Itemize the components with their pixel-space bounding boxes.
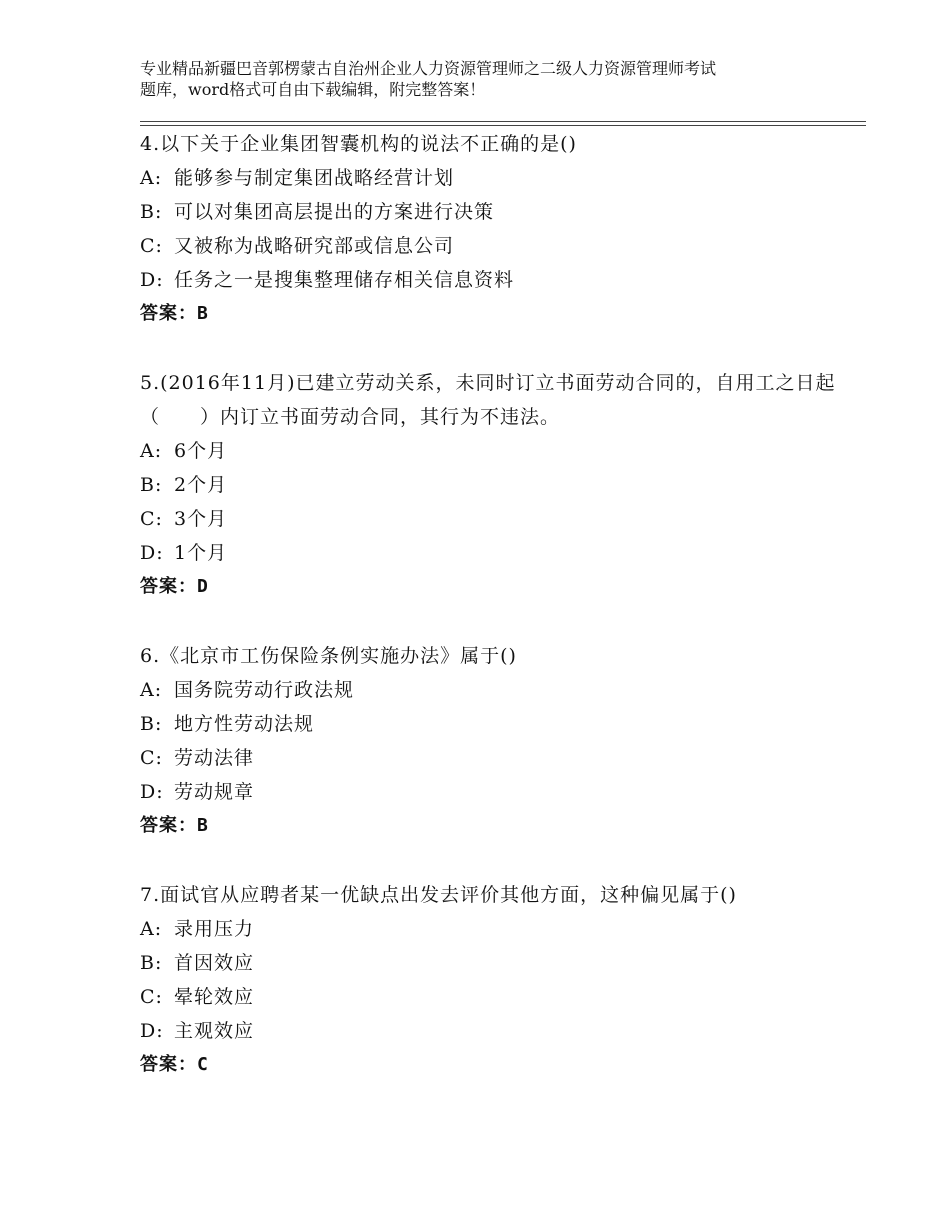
option-letter: A:: [140, 440, 163, 462]
option-letter: D:: [140, 1020, 164, 1042]
question-stem: 5.(2016年11月)已建立劳动关系，未同时订立书面劳动合同的，自用工之日起（ ）内订立书面劳动合同，其行为不违法。: [140, 372, 836, 428]
header-line-1: 专业精品新疆巴音郭楞蒙古自治州企业人力资源管理师之二级人力资源管理师考试: [140, 59, 717, 78]
answer-value: D: [197, 576, 209, 597]
option-c: [140, 229, 840, 263]
option-letter: C:: [140, 508, 163, 530]
question-stem: 6.《北京市工伤保险条例实施办法》属于(): [140, 645, 517, 667]
answer-line: [140, 809, 840, 843]
document-header: [140, 58, 830, 100]
answer-line: [140, 297, 840, 331]
option-letter: C:: [140, 747, 163, 769]
option-text: 地方性劳动法规: [174, 713, 315, 735]
option-letter: C:: [140, 235, 163, 257]
option-text: 能够参与制定集团战略经营计划: [174, 167, 455, 189]
option-letter: A:: [140, 918, 163, 940]
question-stem: 7.面试官从应聘者某一优缺点出发去评价其他方面，这种偏见属于(): [140, 884, 737, 906]
answer-value: C: [197, 1054, 209, 1075]
option-text: 国务院劳动行政法规: [174, 679, 355, 701]
option-letter: B:: [140, 713, 163, 735]
option-d: [140, 536, 840, 570]
option-text: 2个月: [174, 474, 228, 496]
option-d: [140, 1014, 840, 1048]
option-letter: B:: [140, 952, 163, 974]
option-text: 主观效应: [174, 1020, 255, 1042]
question-7: [140, 878, 840, 1082]
option-c: [140, 980, 840, 1014]
option-a: [140, 161, 840, 195]
question-6: [140, 639, 840, 843]
option-text: 可以对集团高层提出的方案进行决策: [174, 201, 495, 223]
answer-line: [140, 1048, 840, 1082]
header-divider-top: [140, 121, 866, 122]
option-letter: B:: [140, 201, 163, 223]
option-text: 又被称为战略研究部或信息公司: [174, 235, 455, 257]
answer-label: 答案：: [140, 815, 197, 836]
question-stem: 4.以下关于企业集团智囊机构的说法不正确的是(): [140, 133, 577, 155]
option-text: 任务之一是搜集整理储存相关信息资料: [174, 269, 515, 291]
option-c: [140, 741, 840, 775]
option-letter: D:: [140, 542, 164, 564]
option-b: [140, 468, 840, 502]
option-text: 劳动规章: [174, 781, 255, 803]
option-letter: D:: [140, 269, 164, 291]
option-letter: B:: [140, 474, 163, 496]
option-a: [140, 673, 840, 707]
answer-value: B: [197, 815, 209, 836]
option-text: 首因效应: [174, 952, 255, 974]
option-letter: A:: [140, 679, 163, 701]
question-4: [140, 127, 840, 331]
option-b: [140, 707, 840, 741]
option-text: 3个月: [174, 508, 228, 530]
option-b: [140, 195, 840, 229]
option-text: 晕轮效应: [174, 986, 255, 1008]
option-text: 6个月: [174, 440, 228, 462]
option-text: 劳动法律: [174, 747, 255, 769]
answer-label: 答案：: [140, 576, 197, 597]
option-d: [140, 263, 840, 297]
option-d: [140, 775, 840, 809]
option-a: [140, 912, 840, 946]
question-5: [140, 366, 840, 604]
answer-label: 答案：: [140, 303, 197, 324]
option-text: 录用压力: [174, 918, 255, 940]
answer-line: [140, 570, 840, 604]
option-text: 1个月: [174, 542, 228, 564]
header-divider-bottom: [140, 125, 866, 126]
option-c: [140, 502, 840, 536]
option-b: [140, 946, 840, 980]
option-a: [140, 434, 840, 468]
option-letter: D:: [140, 781, 164, 803]
option-letter: C:: [140, 986, 163, 1008]
option-letter: A:: [140, 167, 163, 189]
answer-value: B: [197, 303, 209, 324]
header-line-2: 题库，word格式可自由下载编辑，附完整答案！: [140, 80, 486, 99]
answer-label: 答案：: [140, 1054, 197, 1075]
